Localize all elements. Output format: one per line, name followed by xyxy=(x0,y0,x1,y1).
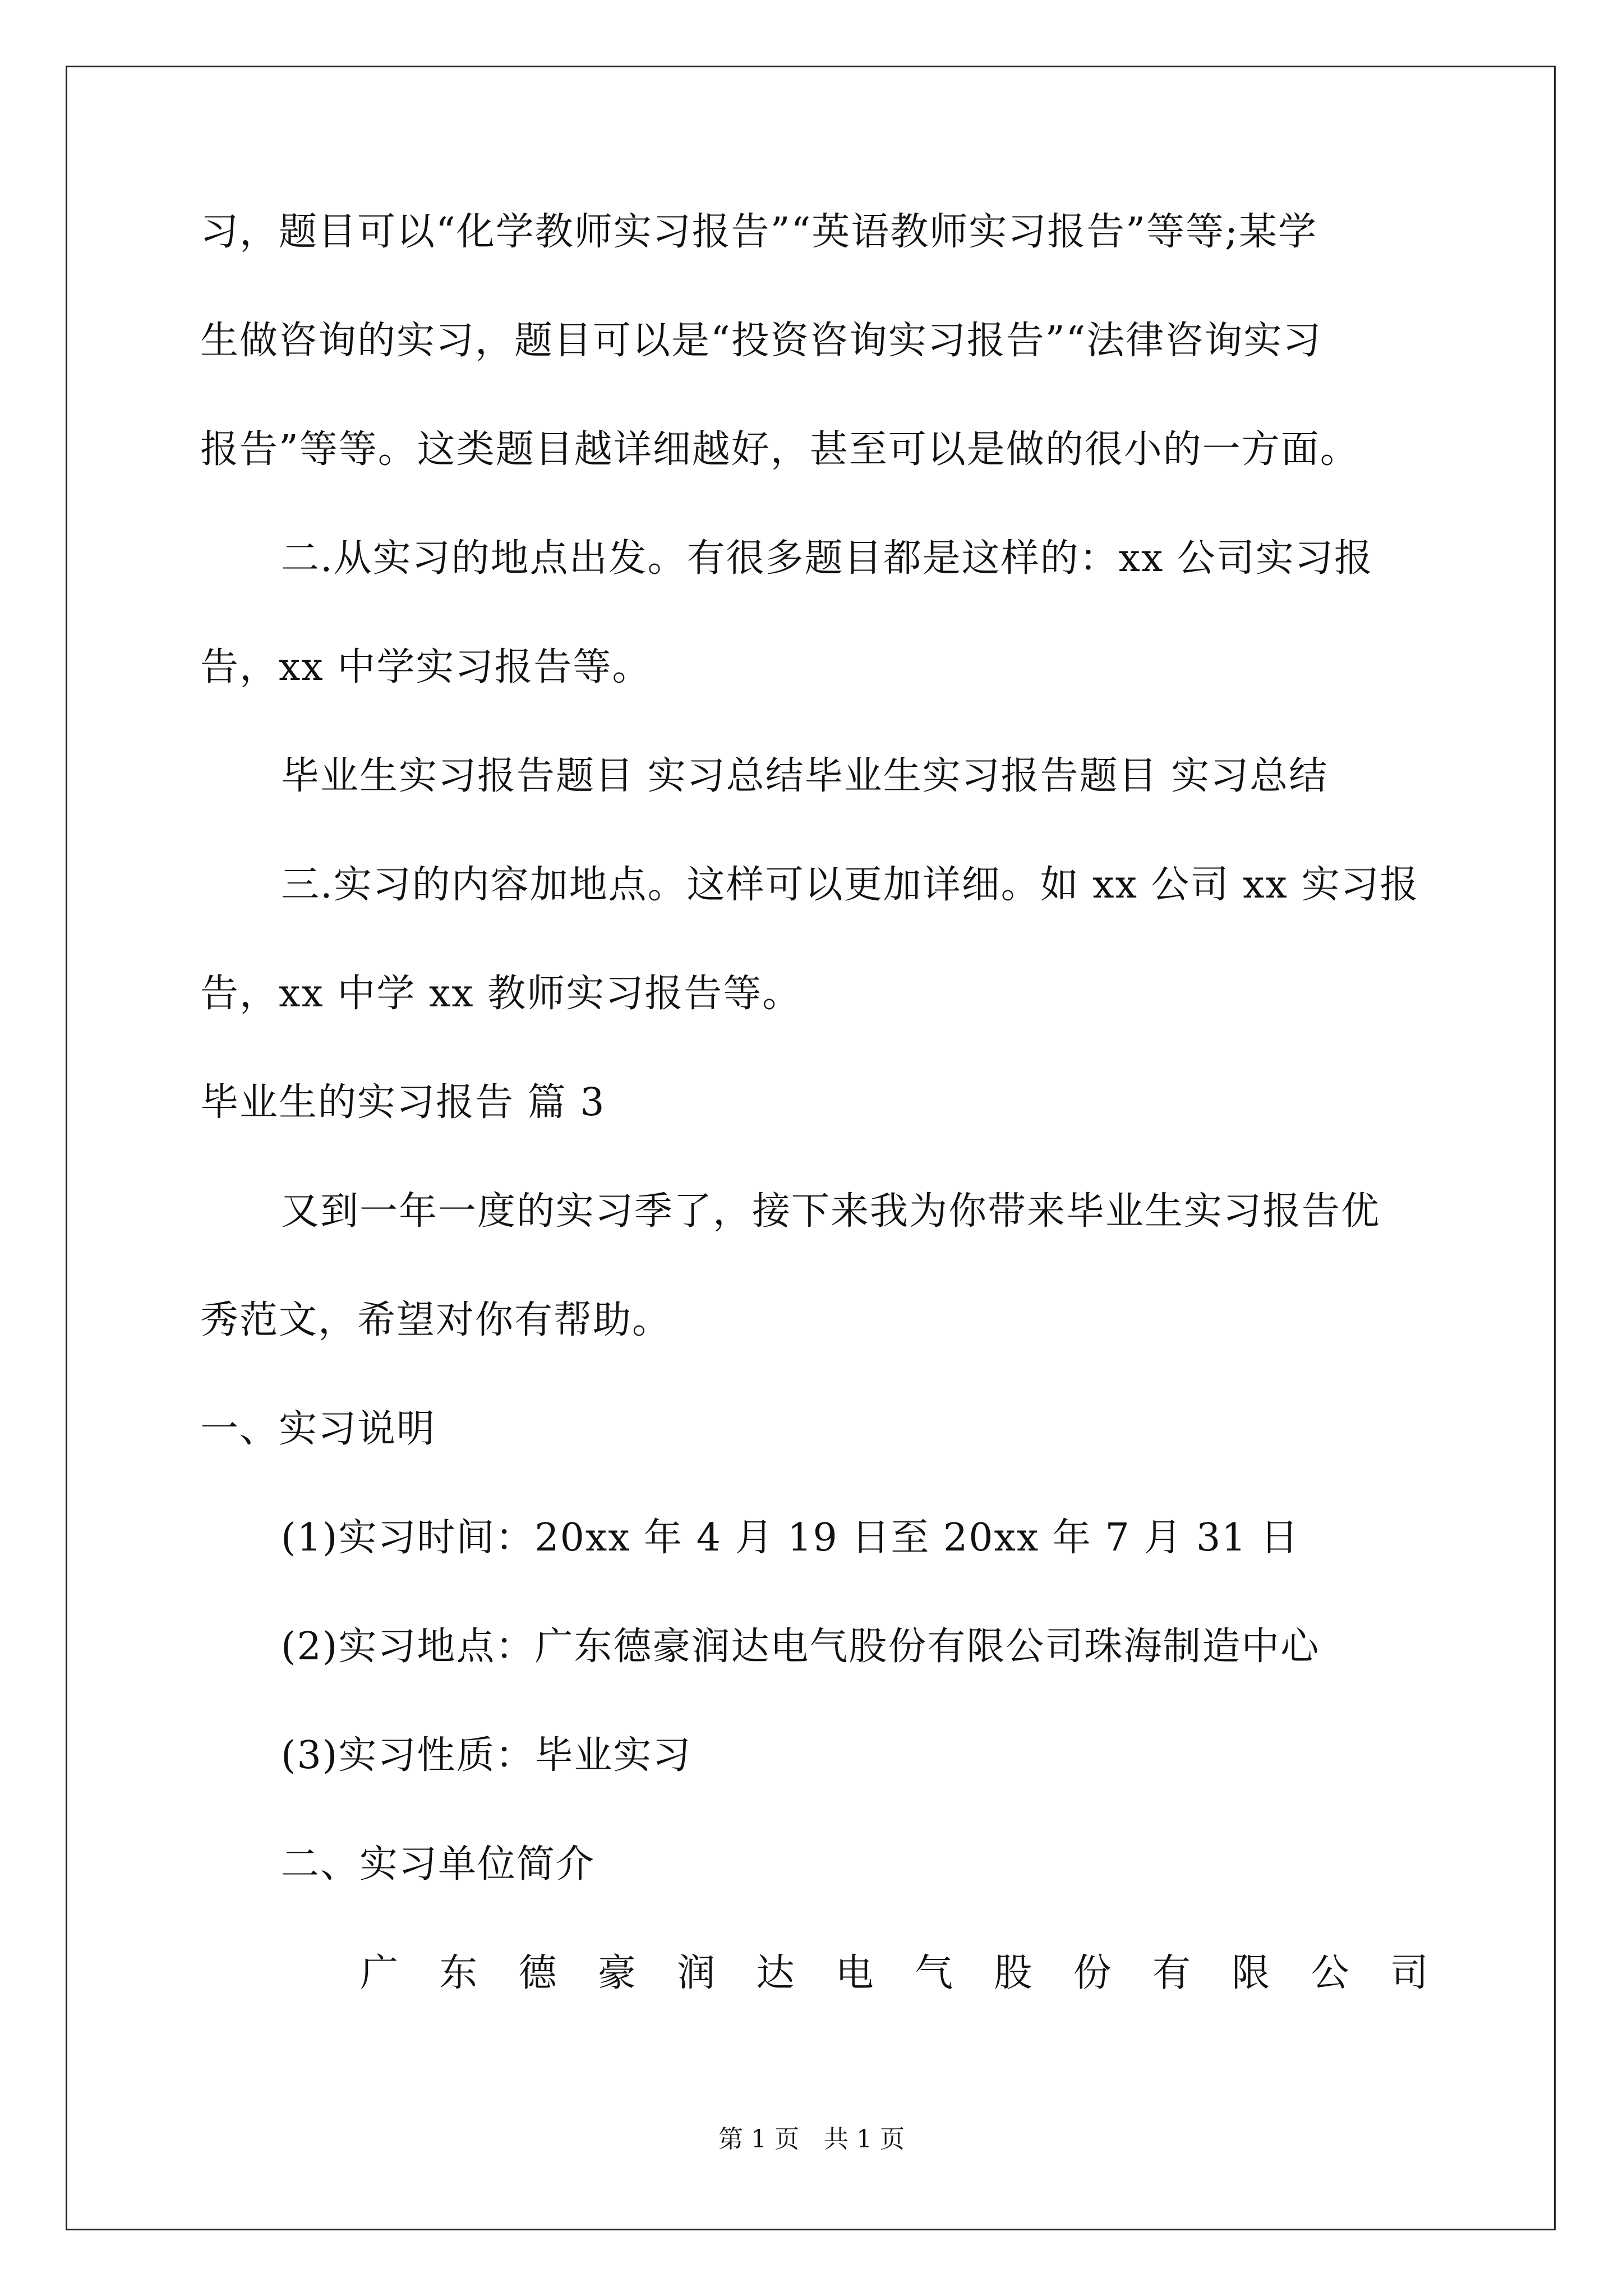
justified-char: 德 xyxy=(518,1951,558,1995)
subsection-heading: 二、实习单位简介 xyxy=(281,1842,596,1887)
text-line: 生做咨询的实习，题目可以是“投资咨询实习报告”“法律咨询实习 xyxy=(200,319,1322,363)
text-line: 告，xx 中学实习报告等。 xyxy=(200,645,652,689)
justified-char: 广 xyxy=(360,1951,400,1995)
subsection-heading: 一、实习说明 xyxy=(200,1407,436,1451)
text-line: 毕业生实习报告题目 实习总结毕业生实习报告题目 实习总结 xyxy=(281,754,1329,798)
text-line: (1)实习时间：20xx 年 4 月 19 日至 20xx 年 7 月 31 日 xyxy=(281,1516,1300,1560)
justified-char: 东 xyxy=(439,1951,479,1995)
text-line: 报告”等等。这类题目越详细越好，甚至可以是做的很小的一方面。 xyxy=(200,427,1359,472)
justified-char: 润 xyxy=(677,1951,717,1995)
text-line: 告，xx 中学 xx 教师实习报告等。 xyxy=(200,972,802,1016)
text-line: 二.从实习的地点出发。有很多题目都是这样的：xx 公司实习报 xyxy=(281,536,1373,581)
justified-line xyxy=(360,1948,1430,1999)
section-heading: 毕业生的实习报告 篇 3 xyxy=(200,1080,606,1125)
justified-char: 司 xyxy=(1390,1951,1430,1995)
justified-char: 限 xyxy=(1232,1951,1271,1995)
text-line: 又到一年一度的实习季了，接下来我为你带来毕业生实习报告优 xyxy=(281,1189,1381,1234)
justified-char: 气 xyxy=(915,1951,955,1995)
justified-char: 豪 xyxy=(597,1951,637,1995)
text-line: 习，题目可以“化学教师实习报告”“英语教师实习报告”等等;某学 xyxy=(200,210,1317,254)
justified-char: 公 xyxy=(1311,1951,1350,1995)
justified-char: 股 xyxy=(994,1951,1034,1995)
text-line: (3)实习性质：毕业实习 xyxy=(281,1733,692,1778)
justified-char: 电 xyxy=(835,1951,875,1995)
text-line: (2)实习地点：广东德豪润达电气股份有限公司珠海制造中心 xyxy=(281,1625,1320,1669)
page-border xyxy=(66,66,1556,2230)
page-footer: 第 1 页 共 1 页 xyxy=(718,2125,905,2154)
justified-char: 有 xyxy=(1152,1951,1192,1995)
justified-char: 份 xyxy=(1073,1951,1113,1995)
text-line: 三.实习的内容加地点。这样可以更加详细。如 xx 公司 xx 实习报 xyxy=(281,863,1419,907)
justified-char: 达 xyxy=(756,1951,796,1995)
text-line: 秀范文，希望对你有帮助。 xyxy=(200,1298,672,1342)
